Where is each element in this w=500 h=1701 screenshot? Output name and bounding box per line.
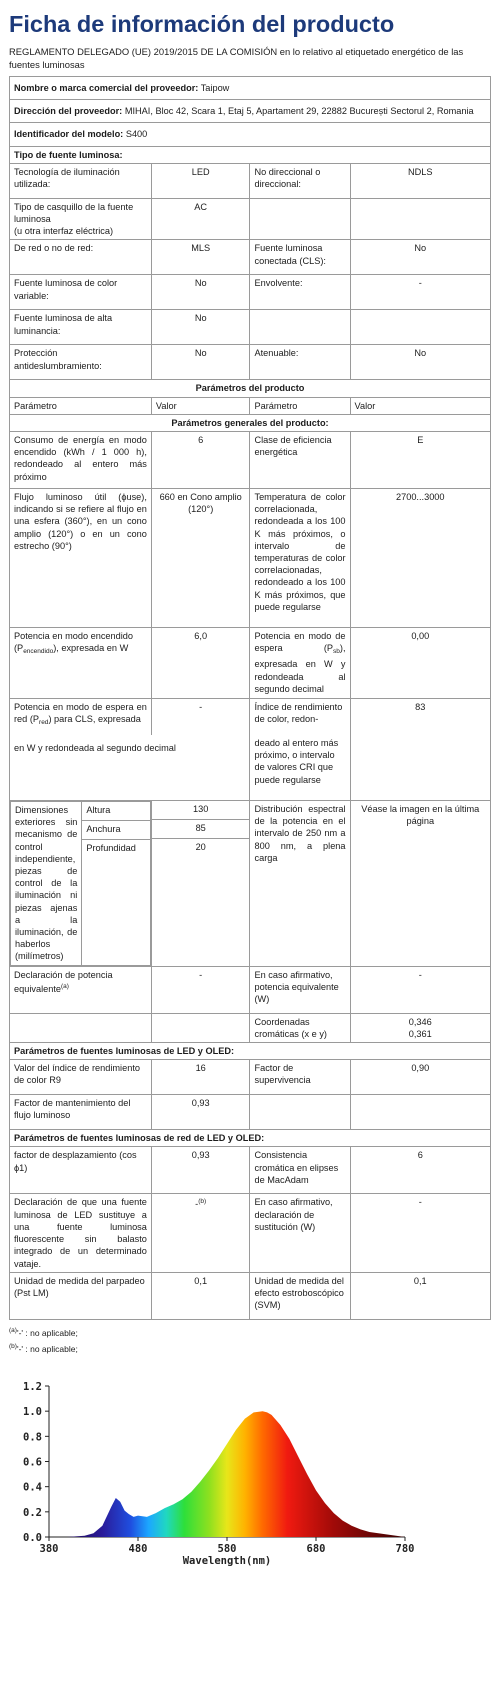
dimensions-label: Dimensiones exteriores sin mecanismo de control independiente, piezas de control de la iluminación ni piezas ajenas a la iluminación, de haberlos (milímetros) [11,802,82,966]
equivalent-power-label: Declaración de potencia equivalente [14,969,113,994]
net-standby-label-continued: en W y redondeada al segundo decimal [10,735,250,801]
footnote-text: '-' : no aplicable; [16,1327,78,1338]
consumption-value: 6 [151,432,250,489]
footnote [9,1340,491,1356]
equivalent-power-watts-value: - [350,966,490,1013]
x-tick-label: 380 [39,1543,59,1555]
column-header-parameter: Parámetro [10,397,152,414]
spectral-power-chart [0,1360,500,1701]
param-row [10,1095,491,1130]
equivalent-power-watts-label: En caso afirmativo, potencia equivalente (W) [250,966,350,1013]
supplier-label: Nombre o marca comercial del proveedor: [14,83,199,93]
on-power-subscript: encendido [23,648,54,656]
standby-power-subscript: sb [333,648,340,656]
mains-label: De red o no de red: [10,240,152,275]
model-value: S400 [125,129,148,140]
survival-factor-label: Factor de supervivencia [250,1060,350,1095]
light-type-row [10,198,491,240]
displacement-factor-value: 0,93 [151,1147,250,1194]
param-row-continued [10,735,491,801]
colour-tunable-value: No [151,275,250,310]
x-tick-label: 680 [306,1543,326,1555]
led-params-header-row [10,1043,491,1060]
y-tick-label: 0.2 [23,1506,42,1519]
flicker-label: Unidad de medida del parpadeo (Pst LM) [10,1272,152,1319]
param-row [10,1147,491,1194]
footnote-text: '-' : no aplicable; [16,1343,78,1354]
general-params-header: Parámetros generales del producto: [10,414,491,431]
cap-type-label: Tipo de casquillo de la fuente luminosa [14,201,134,225]
replacement-claim-value: - [195,1199,199,1210]
column-header-value: Valor [151,397,250,414]
footnote-a-marker: (a) [61,982,69,990]
light-type-row [10,275,491,310]
replacement-watts-value: - [350,1194,490,1272]
lumen-maintenance-value: 0,93 [151,1095,250,1130]
colour-tunable-label: Fuente luminosa de color variable: [10,275,152,310]
general-params-header-row [10,414,491,431]
regulation-text: REGLAMENTO DELEGADO (UE) 2019/2015 DE LA COMISIÓN en lo relativo al etiquetado energético de las fuentes luminosas [9,46,464,70]
supplier-row [10,77,491,100]
technology-value: LED [151,163,250,198]
anti-glare-label: Protección antideslumbramiento: [10,345,152,380]
colour-consistency-label: Consistencia cromática en elipses de MacAdam [250,1147,350,1194]
param-row [10,432,491,489]
height-label: Altura [82,802,150,821]
on-power-label-end: ), expresada en W [53,643,129,654]
address-label: Dirección del proveedor: [14,106,123,117]
column-header-row [10,397,491,414]
standby-power-label-end: ), expresada en W y redondeada al segundo decimal [254,643,346,694]
address-row [10,100,491,123]
param-row [10,1194,491,1272]
footnotes [9,1324,491,1356]
anti-glare-value: No [151,345,250,380]
light-type-header: Tipo de fuente luminosa: [10,146,491,163]
height-value: 130 [152,801,250,820]
net-standby-label-end: ) para CLS, expresada [48,714,141,725]
model-label: Identificador del modelo: [14,129,124,140]
directional-value: NDLS [350,163,490,198]
envelope-value: - [350,275,490,310]
model-row [10,123,491,146]
cct-value: 2700...3000 [350,489,490,628]
x-tick-label: 780 [395,1543,415,1555]
stroboscopic-value: 0,1 [350,1272,490,1319]
cls-value: No [350,240,490,275]
empty-cell [250,1095,350,1130]
param-row [10,699,491,736]
displacement-factor-label: factor de desplazamiento (cos ϕ1) [10,1147,152,1194]
dimmable-label: Atenuable: [250,345,350,380]
depth-value: 20 [195,842,206,853]
y-tick-label: 0.8 [23,1431,42,1444]
product-info-sheet [9,0,491,1356]
envelope-label: Envolvente: [250,275,350,310]
footnote [9,1324,491,1340]
spectral-distribution-label: Distribución espectral de la potencia en el intervalo de 250 nm a 800 nm, a plena carga [250,801,350,967]
footnote-b-marker: (b) [198,1198,207,1206]
empty-cell [350,735,490,801]
efficiency-class-label: Clase de eficiencia energética [250,432,350,489]
light-type-row [10,240,491,275]
width-value: 85 [152,820,250,839]
flicker-value: 0,1 [151,1272,250,1319]
light-type-header-row [10,146,491,163]
param-row [10,1060,491,1095]
lumen-maintenance-label: Factor de mantenimiento del flujo luminoso [10,1095,152,1130]
empty-cell [350,310,490,345]
product-params-header: Parámetros del producto [10,380,491,397]
directional-label: No direccional o direccional: [250,163,350,198]
y-tick-label: 0.6 [23,1456,42,1469]
net-standby-subscript: red [39,719,49,727]
useful-flux-value: 660 en Cono amplio (120°) [151,489,250,628]
empty-cell [250,198,350,240]
spectrum-series [49,1411,405,1537]
r9-value: 16 [151,1060,250,1095]
net-led-params-header-row [10,1130,491,1147]
efficiency-class-value: E [350,432,490,489]
r9-label: Valor del índice de rendimiento de color R9 [10,1060,152,1095]
cap-type-value: AC [151,198,250,240]
led-params-header: Parámetros de fuentes luminosas de LED y OLED: [10,1043,491,1060]
param-row [10,1272,491,1319]
spectrum-area [49,1411,405,1537]
standby-power-value: 0,00 [350,628,490,699]
param-row [10,1013,491,1042]
column-header-value: Valor [350,397,490,414]
y-tick-label: 1.2 [23,1381,42,1393]
product-info-table [9,76,491,1320]
x-axis-label: Wavelength(nm) [182,1555,272,1567]
footnote-mark: (b) [9,1342,17,1350]
supplier-value: Taipow [200,83,230,93]
chromaticity-x-value: 0,346 [408,1016,432,1027]
net-led-params-header: Parámetros de fuentes luminosas de red de LED y OLED: [10,1130,491,1147]
light-type-row [10,310,491,345]
empty-cell [350,1095,490,1130]
x-tick-label: 580 [217,1543,237,1555]
cap-type-note: (u otra interfaz eléctrica) [14,226,114,237]
high-luminance-label: Fuente luminosa de alta luminancia: [10,310,152,345]
cri-value: 83 [350,699,490,736]
footnote-mark: (a) [9,1326,17,1334]
on-power-value: 6,0 [151,628,250,699]
colour-consistency-value: 6 [350,1147,490,1194]
cls-label: Fuente luminosa conectada (CLS): [250,240,350,275]
mains-value: MLS [151,240,250,275]
survival-factor-value: 0,90 [350,1060,490,1095]
empty-cell [250,310,350,345]
light-type-row [10,163,491,198]
chromaticity-y-value: 0,361 [408,1028,432,1039]
chromaticity-label: Coordenadas cromáticas (x e y) [250,1013,350,1042]
technology-label: Tecnología de iluminación utilizada: [10,163,152,198]
y-tick-label: 0.0 [23,1532,42,1544]
param-row [10,489,491,628]
cct-label: Temperatura de color correlacionada, redondeada a los 100 K más próximos, o intervalo de temperaturas de color correlacionadas, redondeado a los 100 K más próximos, que puede regularse [250,489,350,628]
param-row [10,628,491,699]
x-tick-label: 480 [128,1543,148,1555]
stroboscopic-label: Unidad de medida del efecto estroboscópico (SVM) [250,1272,350,1319]
net-standby-value: - [151,699,250,736]
param-row [10,801,491,967]
dimmable-value: No [350,345,490,380]
empty-cell [151,1013,250,1042]
column-header-parameter: Parámetro [250,397,350,414]
product-params-header-row [10,380,491,397]
replacement-watts-label: En caso afirmativo, declaración de sustitución (W) [250,1194,350,1272]
useful-flux-label: Flujo luminoso útil (ϕuse), indicando si se refiere al flujo en una esfera (360°), en un cono amplio (120°) o en un cono estrecho (90°) [10,489,152,628]
equivalent-power-value: - [151,966,250,1013]
cri-label-continued: deado al entero más próximo, o intervalo de valores CRI que puede regularse [250,735,350,801]
standby-power-label: Potencia en modo de espera (P [254,631,346,654]
high-luminance-value: No [151,310,250,345]
consumption-label: Consumo de energía en modo encendido (kWh / 1 000 h), redondeado al entero más próximo [10,432,152,489]
light-type-row [10,345,491,380]
width-label: Anchura [82,821,150,840]
page-title: Ficha de información del producto [9,11,395,37]
on-power-label: Potencia en modo encendido (P [14,631,134,654]
cri-label: Índice de rendimiento de color, redon- [250,699,350,736]
depth-label: Profundidad [86,843,136,854]
address-value: MIHAI, Bloc 42, Scara 1, Etaj 5, Apartament 29, 22882 București Sectorul 2, Romania [124,106,474,117]
y-tick-label: 1.0 [23,1406,42,1419]
empty-cell [350,198,490,240]
y-tick-label: 0.4 [23,1481,42,1494]
empty-cell [10,1013,152,1042]
net-standby-label: Potencia en modo de espera en red (P [14,702,147,725]
param-row [10,966,491,1013]
replacement-claim-label: Declaración de que una fuente luminosa de LED sustituye a una fuente luminosa fluorescente sin balasto integrado de un determinado vataje. [10,1194,152,1272]
spectral-distribution-value: Véase la imagen en la última página [350,801,490,967]
